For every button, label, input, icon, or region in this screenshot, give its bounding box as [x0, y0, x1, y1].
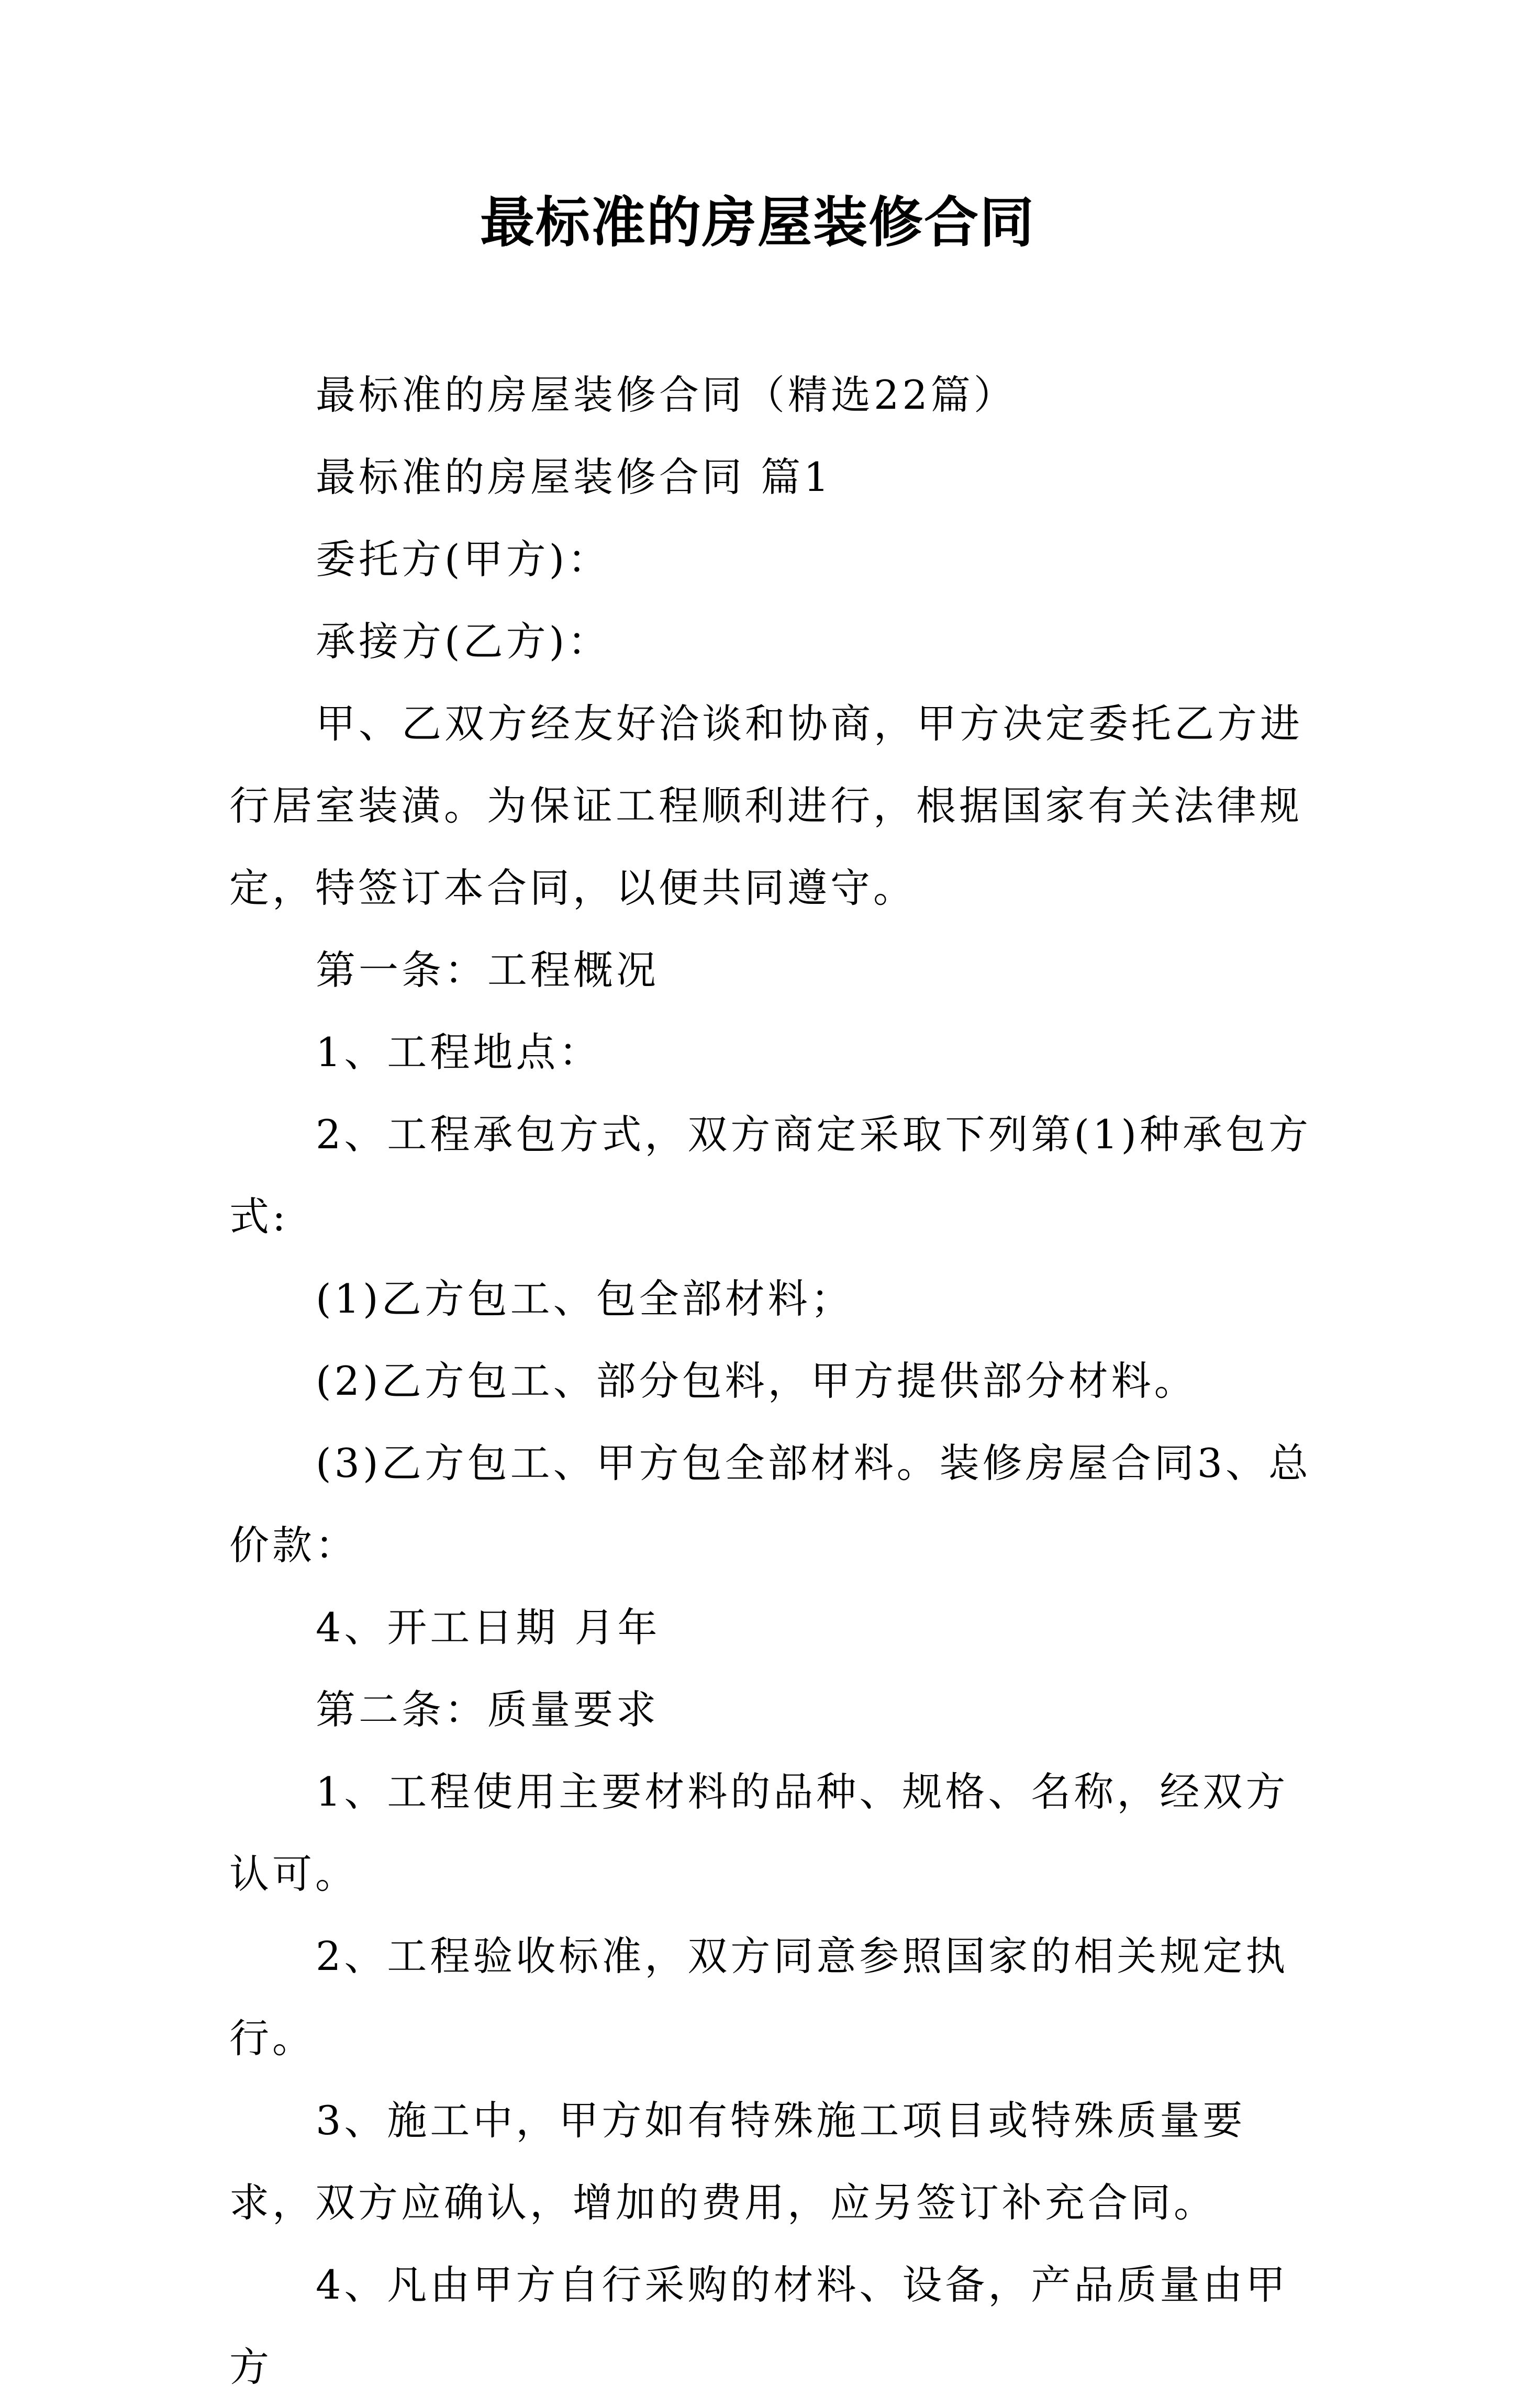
- paragraph-collection-title: 最标准的房屋装修合同（精选22篇）: [316, 372, 1017, 418]
- paragraph-client-procurement: 4、凡由甲方自行采购的材料、设备，产品质量由甲方: [229, 2261, 1289, 2390]
- paragraph-start-date: 4、开工日期 月年: [316, 1604, 661, 1651]
- paragraph-project-location: 1、工程地点：: [316, 1029, 602, 1076]
- paragraph-option-1: (1)乙方包工、包全部材料；: [316, 1275, 854, 1322]
- paragraph-special-requirements: 3、施工中，甲方如有特殊施工项目或特殊质量要求，双方应确认，增加的费用，应另签订补充合同。: [229, 2097, 1246, 2226]
- paragraph-contract-method: 2、工程承包方式，双方商定采取下列第(1)种承包方式:: [229, 1111, 1312, 1240]
- paragraph-contractor-party: 承接方(乙方)：: [316, 618, 611, 665]
- paragraph-acceptance-standard: 2、工程验收标准，双方同意参照国家的相关规定执行。: [229, 1933, 1289, 2062]
- paragraph-option-3: (3)乙方包工、甲方包全部材料。装修房屋合同3、总价款：: [229, 1440, 1312, 1569]
- paragraph-section-1-heading: 第一条：工程概况: [316, 947, 659, 993]
- document-title: 最标准的房屋装修合同: [480, 190, 1035, 254]
- document-body: [229, 354, 1318, 2408]
- paragraph-option-2: (2)乙方包工、部分包料，甲方提供部分材料。: [316, 1358, 1197, 1404]
- paragraph-client-party: 委托方(甲方)：: [316, 536, 611, 583]
- paragraph-preamble: 甲、乙双方经友好洽谈和协商，甲方决定委托乙方进行居室装潢。为保证工程顺利进行，根据国家有关法律规定，特签订本合同，以便共同遵守。: [229, 700, 1303, 911]
- paragraph-materials: 1、工程使用主要材料的品种、规格、名称，经双方认可。: [229, 1768, 1289, 1897]
- paragraph-article-heading: 最标准的房屋装修合同 篇1: [316, 454, 832, 500]
- paragraph-section-2-heading: 第二条：质量要求: [316, 1686, 659, 1733]
